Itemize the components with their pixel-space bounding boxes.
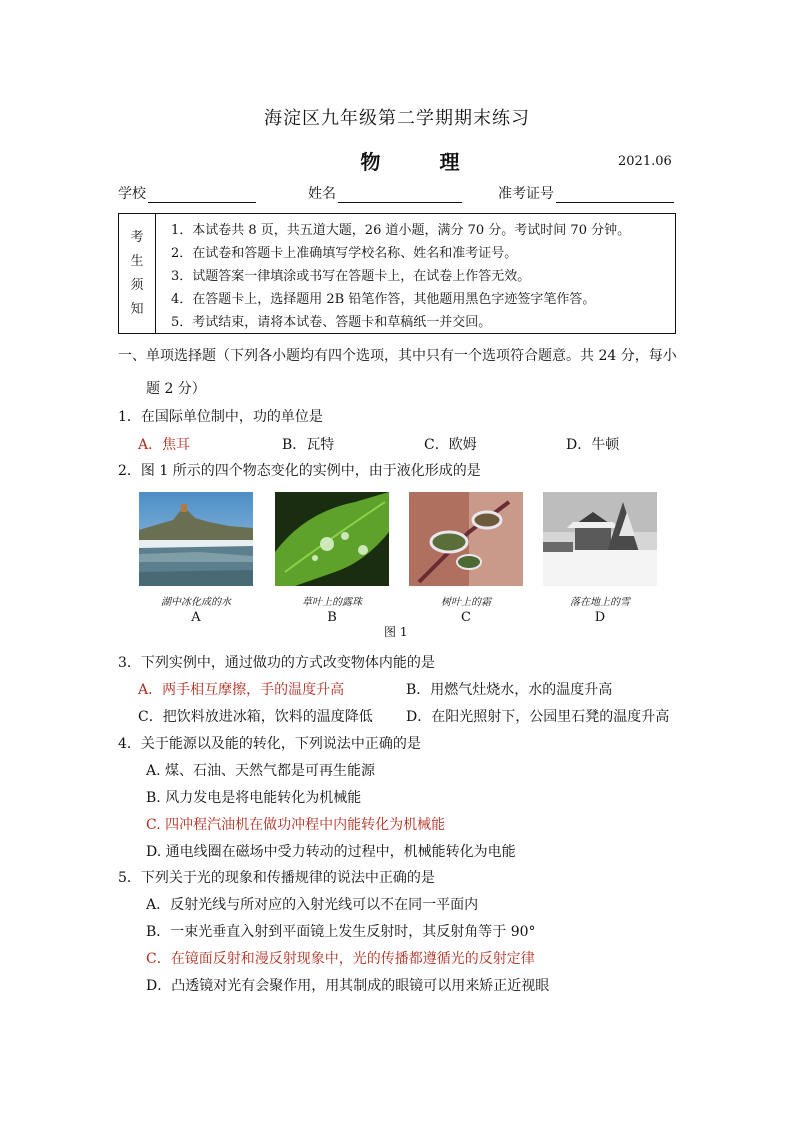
photo-leaf-dew — [275, 492, 389, 586]
notice-item: 5．考试结束，请将本试卷、答题卡和草稿纸一并交回。 — [171, 315, 492, 330]
question-1-option-c[interactable]: C．欧姆 — [424, 437, 477, 453]
section-heading-cont: 题 2 分） — [146, 381, 206, 397]
photo-leaf-frost — [409, 492, 523, 586]
question-5-stem: 5．下列关于光的现象和传播规律的说法中正确的是 — [118, 870, 435, 886]
notice-heading-char: 须 — [130, 277, 144, 293]
name-label: 姓名 — [308, 186, 336, 202]
photo-lake-ice-water — [139, 492, 253, 586]
notice-heading — [119, 214, 156, 333]
question-5-option-a[interactable]: A．反射光线与所对应的入射光线可以不在同一平面内 — [146, 897, 479, 913]
figure-caption-c: 树叶上的霜 — [441, 597, 491, 608]
exam-number-blank[interactable] — [556, 186, 674, 203]
question-4-option-a[interactable]: A. 煤、石油、天然气都是可再生能源 — [146, 763, 376, 779]
question-3-option-c[interactable]: C．把饮料放进冰箱，饮料的温度降低 — [138, 709, 373, 725]
photo-snow-ground — [543, 492, 657, 586]
question-2-option-b[interactable]: B — [327, 610, 337, 625]
candidate-notice-box — [118, 213, 676, 334]
notice-heading-char: 生 — [130, 253, 144, 269]
figure-caption-b: 草叶上的露珠 — [302, 597, 362, 608]
name-field[interactable] — [308, 183, 462, 203]
notice-item: 1．本试卷共 8 页，共五道大题，26 道小题，满分 70 分。考试时间 70 分钟。 — [171, 223, 631, 238]
figure-label: 图 1 — [384, 625, 408, 639]
question-2-stem: 2．图 1 所示的四个物态变化的实例中，由于液化形成的是 — [118, 463, 481, 479]
question-5-option-d[interactable]: D．凸透镜对光有会聚作用，用其制成的眼镜可以用来矫正近视眼 — [146, 978, 550, 994]
notice-item: 3．试题答案一律填涂或书写在答题卡上，在试卷上作答无效。 — [171, 269, 531, 284]
figure-caption-a: 湖中冰化成的水 — [161, 597, 231, 608]
question-1-option-d[interactable]: D．牛顿 — [566, 437, 620, 453]
notice-heading-char: 考 — [130, 229, 144, 245]
question-2-option-a[interactable]: A — [191, 610, 201, 625]
exam-title: 海淀区九年级第二学期期末练习 — [264, 108, 530, 129]
question-1-stem: 1．在国际单位制中，功的单位是 — [118, 409, 323, 425]
question-5-option-c[interactable]: C．在镜面反射和漫反射现象中，光的传播都遵循光的反射定律 — [146, 951, 535, 967]
question-2-option-d[interactable]: D — [594, 610, 606, 625]
question-3-option-b[interactable]: B．用燃气灶烧水，水的温度升高 — [406, 682, 613, 698]
exam-date: 2021.06 — [618, 154, 672, 169]
name-blank[interactable] — [338, 186, 462, 203]
question-4-stem: 4．关于能源以及能的转化，下列说法中正确的是 — [118, 736, 421, 752]
question-3-option-a[interactable]: A．两手相互摩擦，手的温度升高 — [138, 682, 345, 698]
question-4-option-c[interactable]: C. 四冲程汽油机在做功冲程中内能转化为机械能 — [146, 817, 446, 833]
figure-caption-d: 落在地上的雪 — [570, 597, 630, 608]
school-field[interactable] — [118, 183, 256, 203]
question-5-option-b[interactable]: B．一束光垂直入射到平面镜上发生反射时，其反射角等于 90° — [146, 924, 536, 940]
exam-number-label: 准考证号 — [498, 186, 554, 202]
question-1-option-b[interactable]: B．瓦特 — [282, 437, 335, 453]
question-4-option-b[interactable]: B. 风力发电是将电能转化为机械能 — [146, 790, 362, 806]
exam-number-field[interactable] — [498, 183, 674, 203]
question-4-option-d[interactable]: D. 通电线圈在磁场中受力转动的过程中，机械能转化为电能 — [146, 844, 516, 860]
notice-heading-char: 知 — [130, 301, 144, 317]
school-blank[interactable] — [148, 186, 256, 203]
question-3-option-d[interactable]: D．在阳光照射下，公园里石凳的温度升高 — [406, 709, 670, 725]
notice-item: 4．在答题卡上，选择题用 2B 铅笔作答，其他题用黑色字迹签字笔作答。 — [171, 292, 596, 307]
notice-item: 2．在试卷和答题卡上准确填写学校名称、姓名和准考证号。 — [171, 246, 518, 261]
subject-title: 物 理 — [360, 150, 486, 174]
question-3-stem: 3．下列实例中，通过做功的方式改变物体内能的是 — [118, 655, 435, 671]
section-heading: 一、单项选择题（下列各小题均有四个选项，其中只有一个选项符合题意。共 24 分，每小 — [118, 348, 677, 364]
school-label: 学校 — [118, 186, 146, 202]
question-1-option-a[interactable]: A．焦耳 — [138, 437, 191, 453]
question-2-option-c[interactable]: C — [461, 610, 471, 625]
